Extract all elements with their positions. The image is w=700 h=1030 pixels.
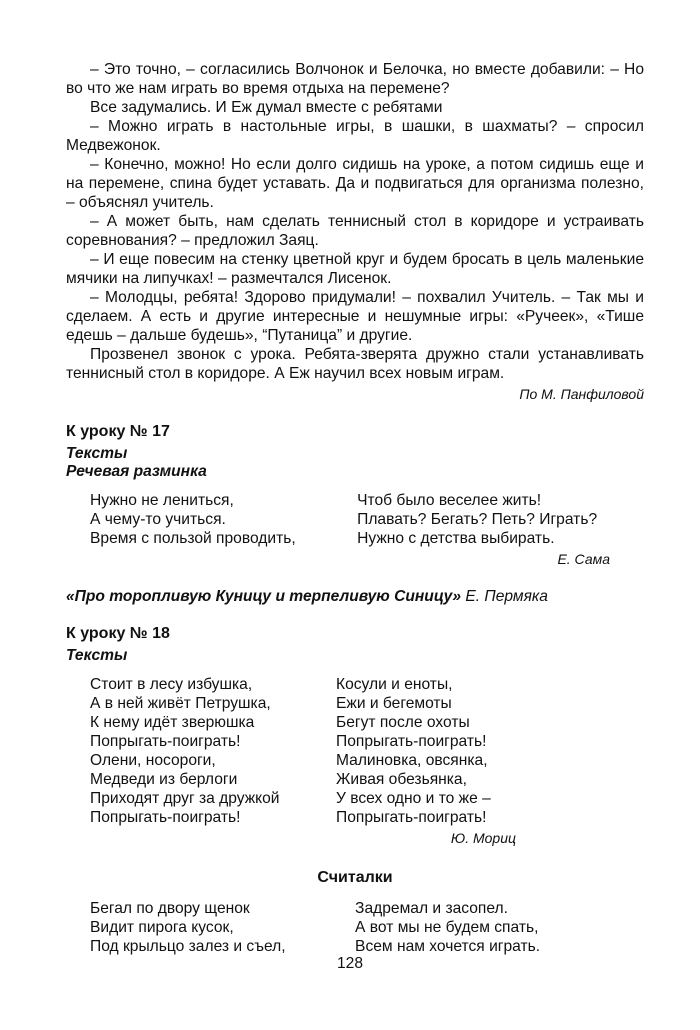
poem-line: Приходят друг за дружкой xyxy=(90,790,280,807)
poem-line: А чему-то учиться. xyxy=(90,511,226,528)
page-number: 128 xyxy=(336,955,364,972)
poem-line: Плавать? Бегать? Петь? Играть? xyxy=(357,511,598,528)
paragraph: Все задумались. И Еж думал вместе с ребятами xyxy=(90,99,443,116)
poem-line: Живая обезьянка, xyxy=(336,771,467,788)
paragraph: – Это точно, – согласились Волчонок и Белочка, но вместе добавили: – Но во что же нам играть во время отдыха на перемене? xyxy=(66,61,644,97)
poem-line: Нужно с детства выбирать. xyxy=(357,530,555,547)
lesson-18-heading: К уроку № 18 xyxy=(66,625,170,642)
poem-author: Е. Сама xyxy=(557,551,610,567)
poem-line: Стоит в лесу избушка, xyxy=(90,676,253,693)
poem-line: Попрыгать-поиграть! xyxy=(90,809,241,826)
story-citation: По М. Панфиловой xyxy=(519,386,644,402)
poem-line: Малиновка, овсянка, xyxy=(336,752,488,769)
reading-reference xyxy=(66,587,644,606)
poem-line: Косули и еноты, xyxy=(336,676,453,693)
paragraph: Прозвенел звонок с урока. Ребята-зверята дружно стали устанавливать теннисный стол в коридоре. А Еж научил всех новым играм. xyxy=(66,346,644,382)
poem-line: Попрыгать-поиграть! xyxy=(336,733,487,750)
poem-line: Попрыгать-поиграть! xyxy=(90,733,241,750)
poem-author: Ю. Мориц xyxy=(450,830,516,846)
poem-line: Видит пирога кусок, xyxy=(90,919,234,936)
page-content xyxy=(66,60,644,956)
paragraph: – И еще повесим на стенку цветной круг и будем бросать в цель маленькие мячики на липучках! – размечтался Лисенок. xyxy=(66,251,644,287)
poem-line: Задремал и засопел. xyxy=(355,900,508,917)
poem-line: К нему идёт зверюшка xyxy=(90,714,255,731)
poem-line: А в ней живёт Петрушка, xyxy=(90,695,271,712)
poem-line: А вот мы не будем спать, xyxy=(355,919,539,936)
lesson-18-texts-label: Тексты xyxy=(66,647,128,664)
warmup-label: Речевая разминка xyxy=(66,463,207,480)
paragraph: – Конечно, можно! Но если долго сидишь на уроке, а потом сидишь еще и на перемене, спина будет уставать. Да и подвигаться для организма полезно, – объяснял учитель. xyxy=(66,156,644,211)
poem-line: Нужно не лениться, xyxy=(90,492,234,509)
reference-author: Е. Пермяка xyxy=(461,588,548,605)
poem-line: У всех одно и то же – xyxy=(336,790,491,807)
counting-rhymes-title: Считалки xyxy=(317,869,393,886)
poem-line: Бегал по двору щенок xyxy=(90,900,250,917)
story-text xyxy=(66,60,644,404)
counting-rhymes xyxy=(66,899,644,956)
poem-line: Ежи и бегемоты xyxy=(336,695,452,712)
poem-line: Бегут после охоты xyxy=(336,714,470,731)
poem-line: Чтоб было веселее жить! xyxy=(357,492,542,509)
poem-line: Медведи из берлоги xyxy=(90,771,238,788)
lesson-17-texts-label: Тексты xyxy=(66,445,128,462)
paragraph: – А может быть, нам сделать теннисный стол в коридоре и устраивать соревнования? – предложил Заяц. xyxy=(66,213,644,249)
paragraph: – Молодцы, ребята! Здорово придумали! – похвалил Учитель. – Так мы и сделаем. А есть и другие интересные и нешумные игры: «Ручеек», «Тише едешь – дальше будешь», “Путаница” и другие. xyxy=(66,289,644,344)
warmup-poem xyxy=(66,491,644,569)
lesson-18-poem xyxy=(66,675,644,848)
poem-line: Под крыльцо залез и съел, xyxy=(90,938,286,955)
lesson-17-heading: К уроку № 17 xyxy=(66,423,170,440)
poem-line: Олени, носороги, xyxy=(90,752,216,769)
poem-line: Всем нам хочется играть. xyxy=(355,938,541,955)
paragraph: – Можно играть в настольные игры, в шашки, в шахматы? – спросил Медвежонок. xyxy=(66,118,644,154)
poem-line: Время с пользой проводить, xyxy=(90,530,296,547)
reference-title: «Про торопливую Куницу и терпеливую Синицу» xyxy=(66,588,462,605)
poem-line: Попрыгать-поиграть! xyxy=(336,809,487,826)
